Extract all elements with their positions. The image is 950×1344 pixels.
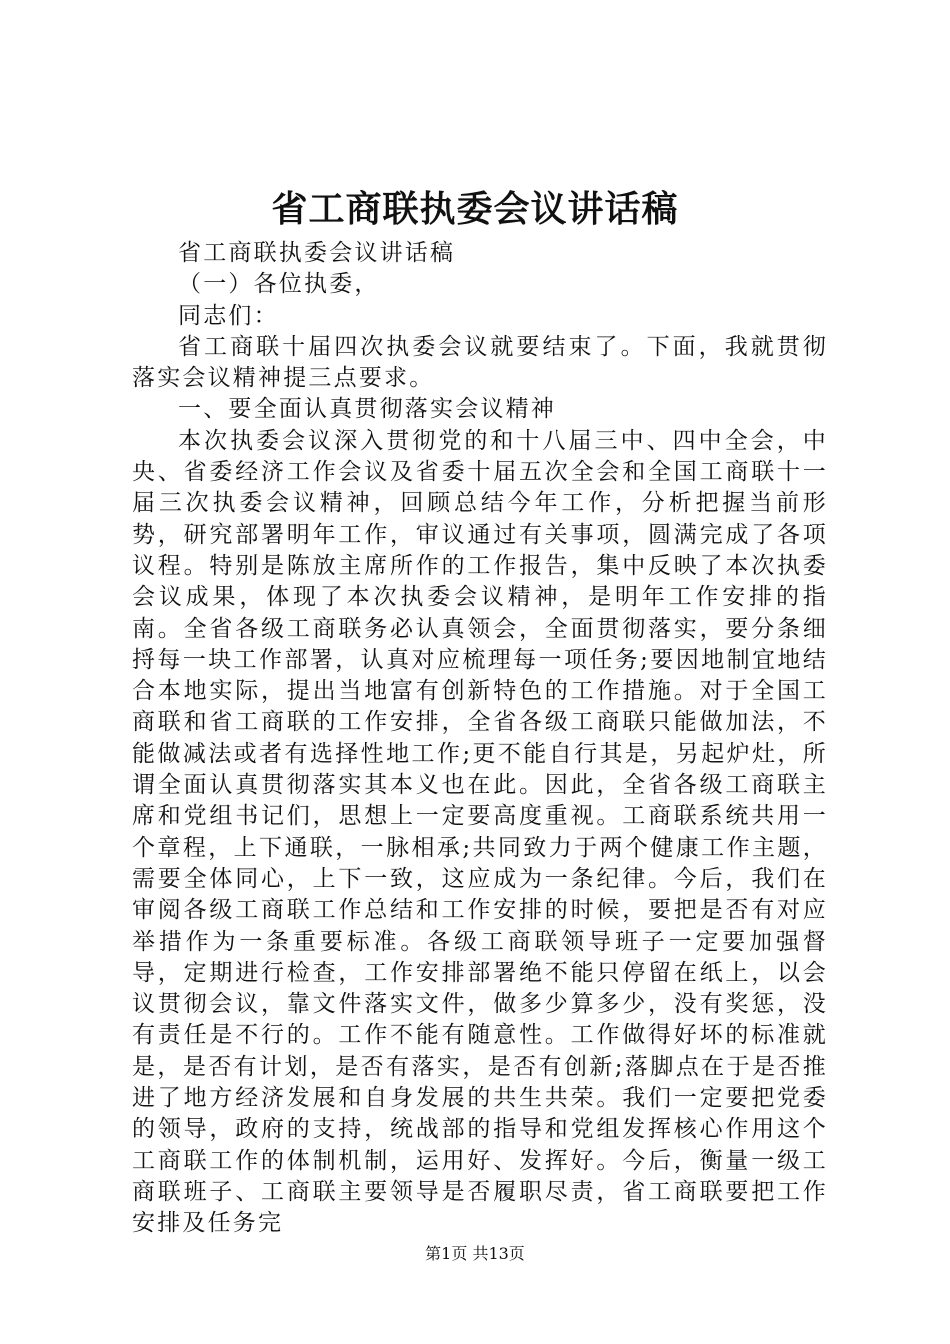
paragraph-body: 本次执委会议深入贯彻党的和十八届三中、四中全会，中央、省委经济工作会议及省委十届五次全会和全国工商联十一届三次执委会议精神，回顾总结今年工作，分析把握当前形势，研究部署明年工作，审议通过有关事项，圆满完成了各项议程。特别是陈放主席所作的工作报告，集中反映了本次执委会议成果，体现了本次执委会议精神，是明年工作安排的指南。全省各级工商联务必认真领会，全面贯彻落实，要分条细捋每一块工作部署，认真对应梳理每一项任务;要因地制宜地结合本地实际，提出当地富有创新特色的工作措施。对于全国工商联和省工商联的工作安排，全省各级工商联只能做加法，不能做减法或者有选择性地工作;更不能自行其是，另起炉灶，所谓全面认真贯彻落实其本义也在此。因此，全省各级工商联主席和党组书记们，思想上一定要高度重视。工商联系统共用一个章程，上下通联，一脉相承;共同致力于两个健康工作主题，需要全体同心，上下一致，这应成为一条纪律。今后，我们在审阅各级工商联工作总结和工作安排的时候，要把是否有对应举措作为一条重要标准。各级工商联领导班子一定要加强督导，定期进行检查，工作安排部署绝不能只停留在纸上，以会议贯彻会议，靠文件落实文件，做多少算多少，没有奖惩，没有责任是不行的。工作不能有随意性。工作做得好坏的标准就是，是否有计划，是否有落实，是否有创新;落脚点在于是否推进了地方经济发展和自身发展的共生共荣。我们一定要把党委的领导，政府的支持，统战部的指导和党组发挥核心作用这个工商联工作的体制机制，运用好、发挥好。今后，衡量一级工商联班子、工商联主要领导是否履职尽责，省工商联要把工作安排及任务完: [132, 427, 828, 1237]
section-heading-1: 一、要全面认真贯彻落实会议精神: [178, 396, 556, 423]
document-body: [132, 238, 828, 1240]
paragraph-heading: 省工商联执委会议讲话稿: [178, 240, 456, 266]
page-number-footer: 第1页 共13页: [425, 1244, 525, 1263]
paragraph-salutation-1: （一）各位执委，: [178, 271, 380, 298]
paragraph-salutation-2: 同志们：: [178, 302, 279, 329]
document-title: 省工商联执委会议讲话稿: [271, 188, 679, 230]
paragraph-intro: 省工商联十届四次执委会议就要结束了。下面，我就贯彻落实会议精神提三点要求。: [132, 333, 828, 392]
